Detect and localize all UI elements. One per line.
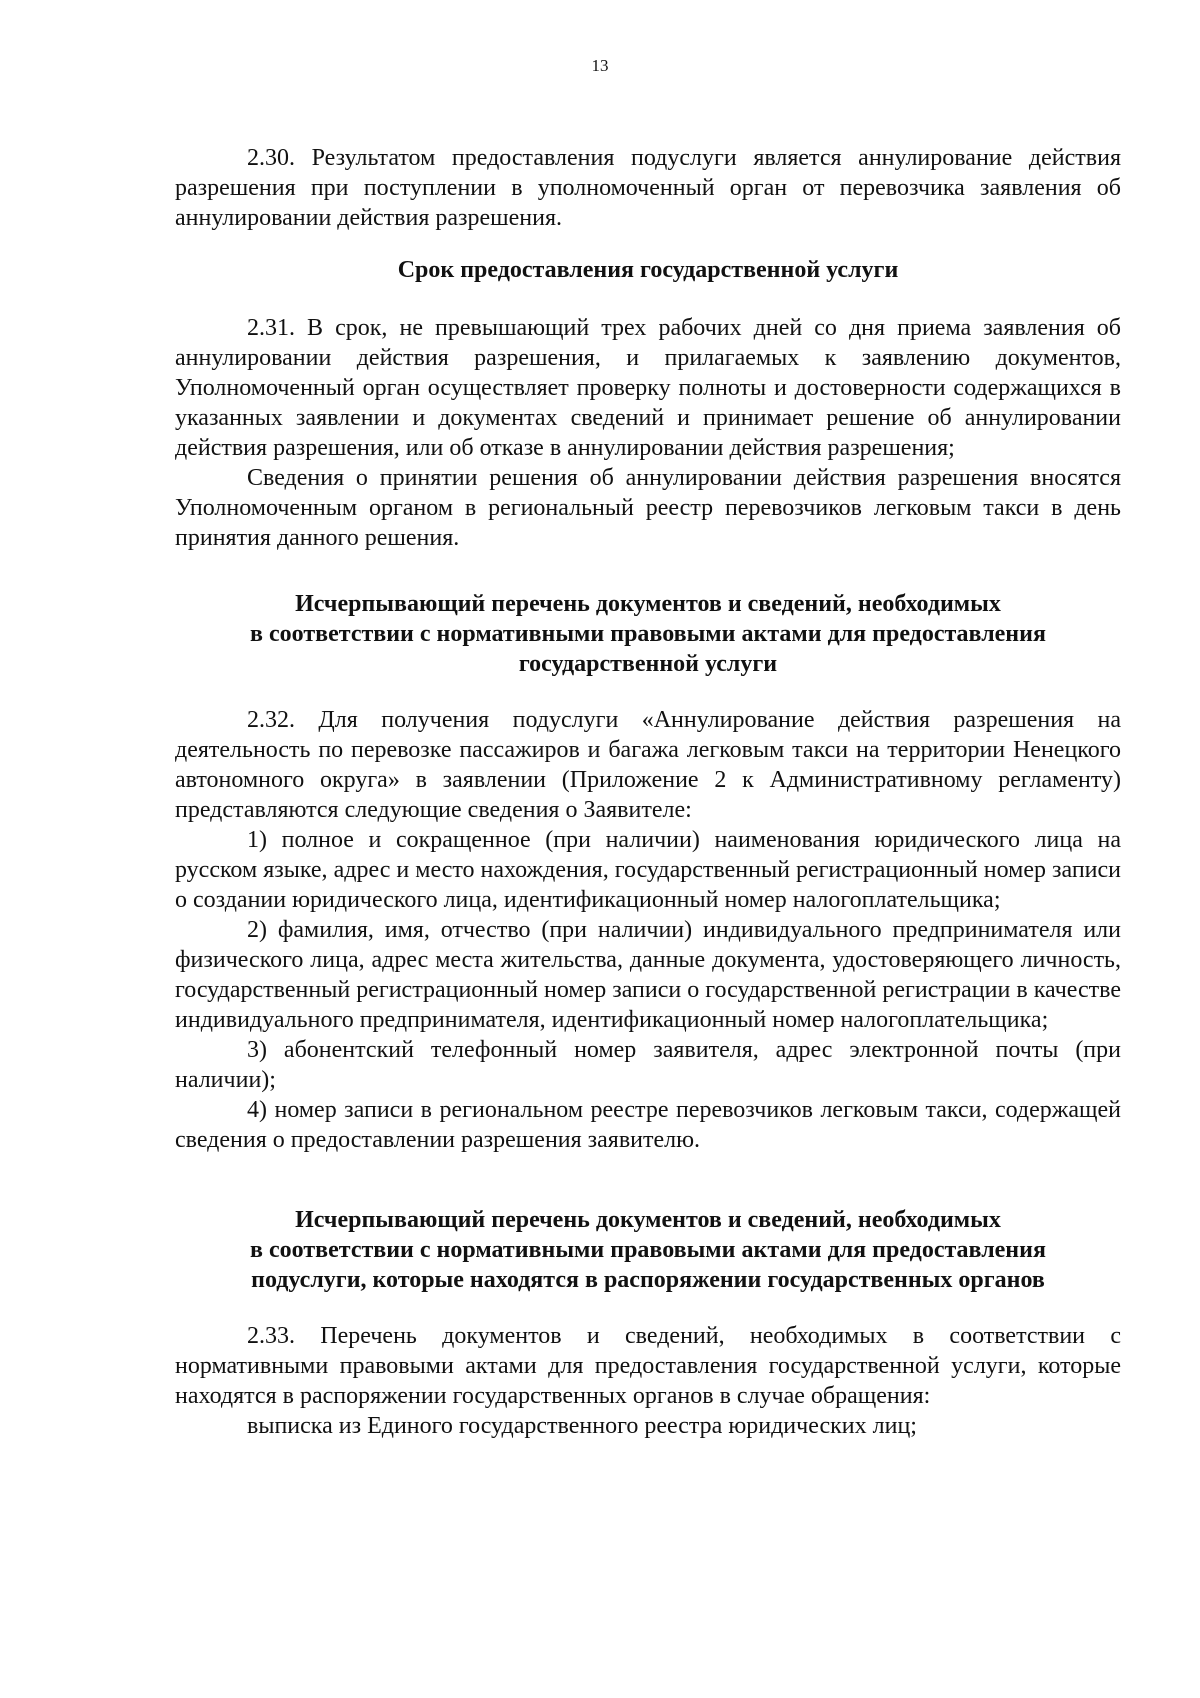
- section-heading-line: Исчерпывающий перечень документов и сведений, необходимых: [295, 1207, 1001, 1233]
- list-item: 1) полное и сокращенное (при наличии) наименования юридического лица на русском языке, адрес и место нахождения, государственный регистрационный номер записи о создании юридического лица, идентификационный номер налогоплательщика;: [175, 827, 1121, 913]
- section-heading-line: государственной услуги: [518, 651, 778, 677]
- text-line: об аннулировании действия разрешения.: [175, 175, 1121, 231]
- heading-docs-2-block: [175, 1205, 1121, 1295]
- section-heading-line: подуслуги, которые находятся в распоряжении государственных органов: [251, 1267, 1045, 1293]
- section-2-30: [175, 143, 1121, 233]
- section-2-33: [175, 1321, 1121, 1441]
- heading-docs-1-block: [175, 589, 1121, 679]
- list-item: выписка из Единого государственного реестра юридических лиц;: [247, 1413, 917, 1439]
- section-heading-line: Исчерпывающий перечень документов и сведений, необходимых: [295, 591, 1001, 617]
- text-line: разрешения при поступлении в уполномоченный орган от перевозчика заявления: [175, 175, 1082, 201]
- paragraph-2-32-intro: 2.32. Для получения подуслуги «Аннулирование действия разрешения на деятельность по перевозке пассажиров и багажа легковым такси на территории Ненецкого автономного округа» в заявлении (Приложение 2 к Административному регламенту) представляются следующие сведения о Заявителе:: [175, 707, 1121, 823]
- section-2-31: [175, 313, 1121, 553]
- paragraph-2-31-info: Сведения о принятии решения об аннулировании действия разрешения вносятся Уполномоченным органом в региональный реестр перевозчиков легковым такси в день принятия данного решения.: [175, 465, 1121, 551]
- paragraph-2-33-intro: 2.33. Перечень документов и сведений, необходимых в соответствии с нормативными правовыми актами для предоставления государственной услуги, которые находятся в распоряжении государственных органов в случае обращения:: [175, 1323, 1121, 1409]
- section-2-32: [175, 705, 1121, 1155]
- list-item: 4) номер записи в региональном реестре перевозчиков легковым такси, содержащей сведения о предоставлении разрешения заявителю.: [175, 1097, 1121, 1153]
- section-heading: Срок предоставления государственной услуги: [397, 257, 899, 283]
- paragraph-2-31: 2.31. В срок, не превышающий трех рабочих дней со дня приема заявления об аннулировании действия разрешения, и прилагаемых к заявлению документов, Уполномоченный орган осуществляет проверку полноты и достоверности содержащихся в указанных заявлении и документах сведений и принимает решение об аннулировании действия разрешения, или об отказе в аннулировании действия разрешения;: [175, 315, 1121, 461]
- page-number: 13: [591, 56, 609, 75]
- text-line: 2.30. Результатом предоставления подуслуги является аннулирование действия: [247, 145, 1121, 171]
- section-heading-line: в соответствии с нормативными правовыми актами для предоставления: [250, 1237, 1046, 1263]
- list-item: 2) фамилия, имя, отчество (при наличии) индивидуального предпринимателя или физического лица, адрес места жительства, данные документа, удостоверяющего личность, государственный регистрационный номер записи о государственной регистрации в качестве индивидуального предпринимателя, идентификационный номер налогоплательщика;: [175, 917, 1121, 1033]
- section-heading-line: в соответствии с нормативными правовыми актами для предоставления: [250, 621, 1046, 647]
- list-item: 3) абонентский телефонный номер заявителя, адрес электронной почты (при наличии);: [175, 1037, 1121, 1093]
- heading-term-block: [175, 255, 1121, 285]
- paragraph-2-30: [175, 143, 1121, 233]
